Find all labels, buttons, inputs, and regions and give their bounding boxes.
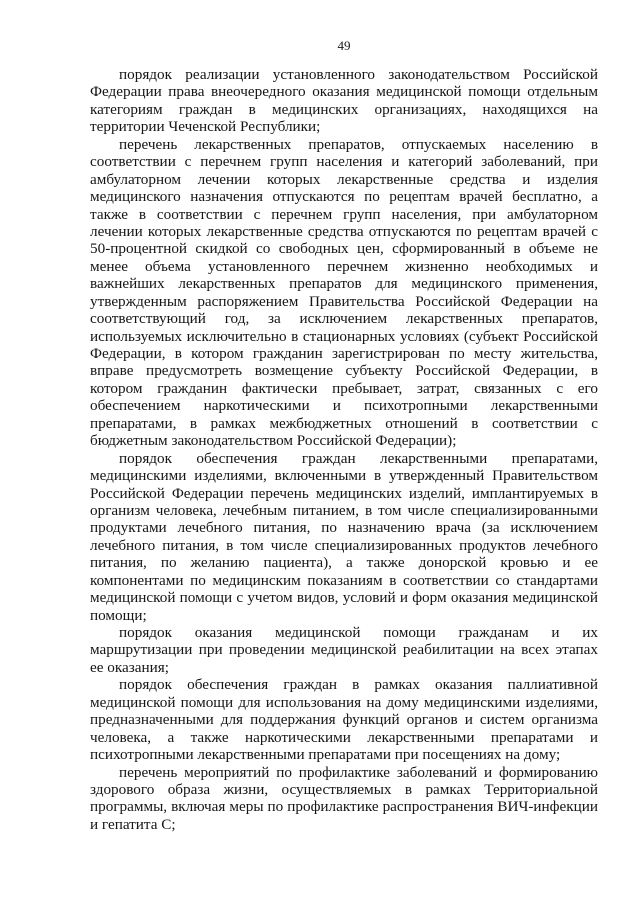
text-line: менее объема установленного перечнем жизненно необходимых и [90, 257, 598, 275]
text-line: обеспечением наркотическими и психотропными лекарственными [90, 397, 598, 415]
text-line: помощи; [90, 606, 147, 624]
text-line: порядок обеспечения граждан лекарственными препаратами, [119, 449, 598, 467]
text-line: ее оказания; [90, 658, 169, 676]
text-line: здорового образа жизни, осуществляемых в рамках Территориальной [90, 780, 598, 798]
text-line: бюджетным законодательством Российской Федерации); [90, 432, 457, 450]
text-line: используемых исключительно в стационарных условиях (субъект Российской [90, 327, 598, 345]
text-line: категориям граждан в медицинских организациях, находящихся на [90, 100, 598, 118]
text-line: препаратами, в рамках межбюджетных отношений в соответствии с [90, 414, 598, 432]
text-line: соответствии с перечнем групп населения и категорий заболеваний, при [90, 153, 598, 171]
paragraph [90, 764, 598, 834]
text-line: также в соответствии с перечнем групп населения, при амбулаторном [90, 205, 598, 223]
text-line: вправе предусмотреть возмещение субъекту Российской Федерации, в [90, 362, 598, 380]
text-line: лечебного питания, в том числе специализированных продуктов лечебного [90, 536, 598, 554]
text-line: питания, по желанию пациента), а также донорской кровью и ее [90, 554, 598, 572]
text-line: порядок реализации установленного законодательством Российской [119, 66, 598, 83]
text-line: порядок обеспечения граждан в рамках оказания паллиативной [119, 676, 598, 694]
text-line: амбулаторном лечении которых лекарственные средства и изделия [90, 170, 598, 188]
text-line: Федерации права внеочередного оказания медицинской помощи отдельным [90, 83, 598, 101]
text-line: медицинскими изделиями, включенными в утвержденный Правительством [90, 467, 598, 485]
text-line: Российской Федерации перечень медицинских изделий, имплантируемых в [90, 484, 598, 502]
text-line: Федерации, в котором гражданин зарегистрирован по месту жительства, [90, 345, 598, 362]
text-line: утвержденным распоряжением Правительства Российской Федерации на [90, 292, 598, 310]
text-line: медицинской помощи для использования на дому медицинскими изделиями, [90, 693, 598, 711]
text-line: лечении которых лекарственные средства отпускаются по рецептам врачей с [90, 222, 598, 240]
paragraph [90, 676, 598, 763]
text-line: территории Чеченской Республики; [90, 118, 321, 136]
paragraph [90, 136, 598, 450]
text-line: 50-процентной скидкой со свободных цен, сформированный в объеме не [90, 240, 598, 258]
text-line: организм человека, лечебным питанием, в том числе специализированными [90, 501, 598, 519]
text-line: продуктами лечебного питания, по назначению врача (за исключением [90, 519, 598, 537]
text-line: предназначенными для поддержания функций органов и систем организма [90, 711, 598, 729]
text-line: программы, включая меры по профилактике распространения ВИЧ-инфекции [90, 798, 598, 816]
text-line: психотропными лекарственными препаратами при посещениях на дому; [90, 746, 561, 764]
text-line: важнейших лекарственных препаратов для медицинского применения, [90, 275, 598, 293]
text-line: человека, а также наркотическими лекарственными препаратами и [90, 728, 598, 746]
text-line: перечень лекарственных препаратов, отпускаемых населению в [119, 135, 598, 153]
paragraph [90, 66, 598, 136]
text-line: порядок оказания медицинской помощи гражданам и их [119, 624, 598, 641]
text-line: маршрутизации при проведении медицинской реабилитации на всех этапах [90, 641, 598, 659]
text-line: компонентами по медицинским показаниям в соответствии со стандартами [90, 571, 598, 589]
text-line: котором гражданин фактически пребывает, затрат, связанных с его [90, 379, 598, 397]
text-block [90, 66, 598, 833]
paragraph [90, 624, 598, 676]
paragraph [90, 450, 598, 624]
page-number: 49 [337, 38, 351, 53]
text-line: медицинского назначения отпускаются по рецептам врачей бесплатно, а [90, 188, 598, 206]
text-line: перечень мероприятий по профилактике заболеваний и формированию [119, 763, 598, 781]
text-line: соответствующий год, за исключением лекарственных препаратов, [90, 310, 598, 328]
text-line: медицинской помощи с учетом видов, условий и форм оказания медицинской [90, 589, 598, 607]
text-line: и гепатита С; [90, 815, 176, 833]
